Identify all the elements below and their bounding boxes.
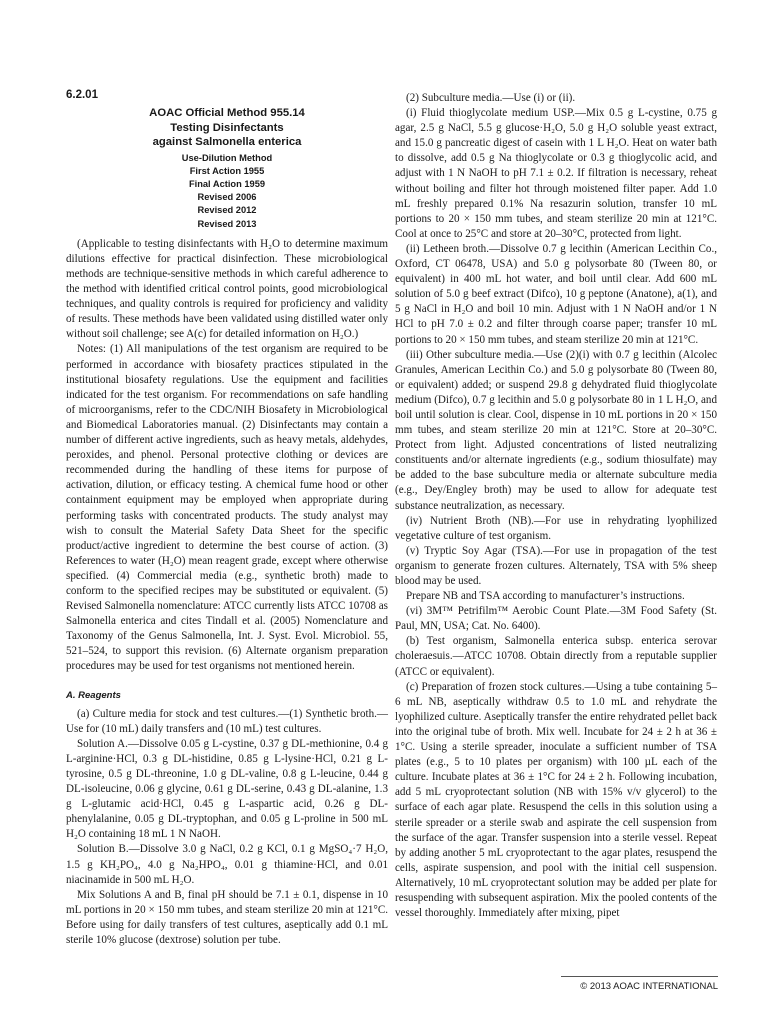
applicability-paragraph: (Applicable to testing disinfectants with H₂O to determine maximum dilutions effective for practical disinfection. These microbiological methods are technique-sensitive methods in which careful adherence to the method with identified critical control points, good microbiological techniques, and quality controls is required for proficiency and validity of results. These methods have been validated using distilled water only without soil challenge; see A(c) for detailed information on H₂O.) xyxy=(66,237,388,341)
body-paragraph: (ii) Letheen broth.—Dissolve 0.7 g lecithin (American Lecithin Co., Oxford, CT 06478, USA) and 5.0 g polysorbate 80 (Tween 80, or equivalent) in 400 mL hot water, and boil until clear. Add 600 mL solution of 5.0 g beef extract (Difco), 10 g peptone (Anatone), a(1), and 5 g NaCl in H₂O and boil 10 min. Adjust with 1 N NaOH and/or 1 N HCl to pH 7.0 ± 0.2 and filter through coarse paper; transfer 10 mL portions to 20 × 150 mm tubes, and steam sterilize 20 min at 121°C. xyxy=(395,242,717,346)
reagent-paragraph: (a) Culture media for stock and test cultures.—(1) Synthetic broth.—Use for (10 mL) daily transfers and (10 mL) test cultures. xyxy=(66,707,388,735)
body-paragraph: (iii) Other subculture media.—Use (2)(i) with 0.7 g lecithin (Alcolec Granules, American Lecithin Co.) and 5.0 g polysorbate 80 (Tween 80, or equivalent) added; or suspend 29.8 g dehydrated fluid thioglycolate medium (Difco), 0.7 g lecithin and 5.0 g polysorbate 80 in 1 L H₂O, and boil until solution is clear. Cool, dispense in 10 mL portions in 20 × 150 mm tubes, and steam sterilize 20 min at 121°C. Store at 20–30°C. Protect from light. Adjusted concentrations of listed neutralizing constituents and/or alternate ingredients (e.g., sodium thiosulfate) may be added to the base subculture media or alternate subculture media (e.g., Dey/Engley broth) may be used to allow for adequate test substance neutralization, as necessary. xyxy=(395,348,717,512)
method-title-line2: Testing Disinfectants xyxy=(170,121,284,134)
body-paragraph: (c) Preparation of frozen stock cultures.—Using a tube containing 5–6 mL NB, aseptically withdraw 0.5 to 1.0 mL and rehydrate the lyophilized culture. Aseptically transfer the entire rehydrated pellet back into the original tube of broth. Mix well. Incubate for 24 ± 2 h at 36 ± 1°C. Using a sterile spreader, inoculate a sufficient number of TSA plates (e.g., 5 to 10 plates per organism) with 100 µL each of the culture. Incubate plates at 36 ± 1°C for 24 ± 2 h. Following incubation, add 5 mL cryoprotectant solution (NB with 15% v/v glycerol) to the surface of each agar plate. Resuspend the cells in this solution using a sterile spreader or a sterile swab and aspirate the cell suspension from the surface of the agar. Transfer suspension into a sterile vessel. Repeat by adding another 5 mL cryoprotectant to the agar plates, resuspend the cells, aspirate suspension, and pool with the initial cell suspension. Alternatively, 10 mL cryoprotectant solution may be added per plate for resuspending with subsequent aspiration. Mix the pooled contents of the vessel thoroughly. Immediately after mixing, pipet xyxy=(395,680,717,920)
body-paragraph: (i) Fluid thioglycolate medium USP.—Mix 0.5 g L-cystine, 0.75 g agar, 2.5 g NaCl, 5.5 g glucose·H₂O, 5.0 g H₂O soluble yeast extract, and 15.0 g pancreatic digest of casein with 1 L H₂O. Heat on water bath to dissolve, add 0.5 g Na thioglycolate or 0.3 g thioglycolic acid, and adjust with 1 N NaOH to pH 7.1 ± 0.2. If filtration is necessary, reheat without boiling and filter hot through moistened filter paper. Add 1.0 mL freshly prepared 0.1% Na resazurin solution, transfer 10 mL portions to 20 × 150 mm tubes, and steam sterilize 20 min at 121°C. Cool at once to 25°C and store at 20–30°C, protected from light. xyxy=(395,107,717,240)
reagent-paragraph: Mix Solutions A and B, final pH should be 7.1 ± 0.1, dispense in 10 mL portions in 20 × 150 mm tubes, and steam sterilize 20 min at 121°C. Before using for daily transfers of test cultures, aseptically add 0.1 mL sterile 10% glucose (dextrose) solution per tube. xyxy=(66,888,388,947)
body-paragraph: (iv) Nutrient Broth (NB).—For use in rehydrating lyophilized vegetative culture of test organism. xyxy=(395,514,717,542)
body-paragraph: (b) Test organism, Salmonella enterica subsp. enterica serovar choleraesuis.—ATCC 10708. Obtain directly from a reputable supplier (ATCC or equivalent). xyxy=(395,635,717,678)
status-line: Revised 2012 xyxy=(197,205,257,216)
status-line: Revised 2013 xyxy=(197,218,257,229)
section-number: 6.2.01 xyxy=(66,89,98,101)
reagent-paragraph: Solution B.—Dissolve 3.0 g NaCl, 0.2 g KCl, 0.1 g MgSO₄·7 H₂O, 1.5 g KH₂PO₄, 4.0 g Na₂HPO₄, 0.01 g thiamine·HCl, and 0.01 niacinamide in 500 mL H₂O. xyxy=(66,843,388,886)
status-line: Final Action 1959 xyxy=(188,179,266,189)
status-line: Use-Dilution Method xyxy=(181,152,273,163)
status-line: Revised 2006 xyxy=(197,192,257,203)
body-paragraph: (v) Tryptic Soy Agar (TSA).—For use in propagation of the test organism to generate frozen cultures. Alternately, TSA with 5% sheep blood may be used. xyxy=(395,544,717,587)
copyright-footer: © 2013 AOAC INTERNATIONAL xyxy=(561,976,718,992)
reagents-heading: A. Reagents xyxy=(66,689,121,701)
method-title-line1: AOAC Official Method 955.14 xyxy=(149,107,305,120)
notes-paragraph: Notes: (1) All manipulations of the test organism are required to be performed in accordance with biosafety practices stipulated in the institutional biosafety regulations. Use the equipment and facilities indicated for the test organism. For recommendations on safe handling of microorganisms, refer to the CDC/NIH Biosafety in Microbiological and Biomedical Laboratories manual. (2) Disinfectants may contain a number of different active ingredients, such as heavy metals, aldehydes, peroxides, and phenol. Personal protective clothing or devices are recommended during the handling of these items for purpose of activation, dilution, or efficacy testing. A chemical fume hood or other containment equipment may be employed when appropriate during performing tasks with concentrated products. The study analyst may wish to consult the Material Safety Data Sheet for the specific product/active ingredient to determine the best course of action. (3) References to water (H₂O) mean reagent grade, except where otherwise specified. (4) Commercial media (e.g., synthetic broth) made to conform to the specified recipes may be substituted or equivalent. (5) Revised Salmonella nomenclature: ATCC currently lists ATCC 10708 as Salmonella enterica and cites Tindall et al. (2005) Nomenclature and Taxonomy of the Genus Salmonella, Int. J. Syst. Evol. Microbiol. 55, 521–524, to support this revision. (6) Alternate organism preparation procedures may be used for test organisms not mentioned herein. xyxy=(66,343,388,673)
right-column xyxy=(395,91,717,921)
status-line: First Action 1955 xyxy=(189,165,265,176)
left-column xyxy=(66,88,388,948)
body-paragraph: Prepare NB and TSA according to manufacturer’s instructions. xyxy=(406,590,685,603)
status-block xyxy=(66,152,388,231)
reagent-paragraph: Solution A.—Dissolve 0.05 g L-cystine, 0.37 g DL-methionine, 0.4 g L-arginine·HCl, 0.3 g DL-histidine, 0.85 g L-lysine·HCl, 0.21 g L-tyrosine, 0.5 g DL-threonine, 1.0 g DL-valine, 0.8 g L-leucine, 0.44 g DL-isoleucine, 0.06 g glycine, 0.61 g DL-serine, 0.43 g DL-alanine, 1.3 g L-glutamic acid·HCl, 0.45 g L-aspartic acid, 0.26 g DL-phenylalanine, 0.05 g DL-tryptophan, and 0.05 g L-proline in 500 mL H₂O containing 18 mL 1 N NaOH. xyxy=(66,737,388,841)
method-title-line3: against Salmonella enterica xyxy=(152,136,302,149)
body-paragraph: (vi) 3M™ Petrifilm™ Aerobic Count Plate.—3M Food Safety (St. Paul, MN, USA; Cat. No. 6400). xyxy=(395,605,717,633)
body-paragraph: (2) Subculture media.—Use (i) or (ii). xyxy=(406,92,576,104)
